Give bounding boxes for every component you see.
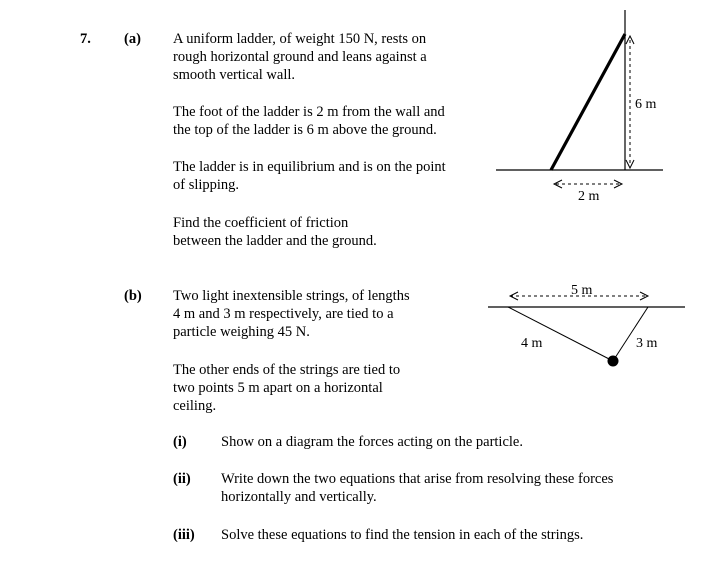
question-number: 7. (80, 31, 91, 47)
height-label: 6 m (635, 97, 657, 112)
text-line: The foot of the ladder is 2 m from the wall and (173, 104, 445, 120)
strings-diagram (488, 283, 685, 367)
text-line: Solve these equations to find the tension in each of the strings. (221, 527, 584, 543)
text-line: A uniform ladder, of weight 150 N, rests on (173, 31, 427, 47)
text-line: Find the coefficient of friction (173, 215, 349, 231)
text-line: The ladder is in equilibrium and is on the point (173, 159, 446, 175)
left-string-label: 4 m (521, 336, 543, 351)
ladder-diagram (496, 10, 663, 204)
span-label: 5 m (571, 283, 593, 298)
text-line: Two light inextensible strings, of lengths (173, 288, 410, 304)
subpart-i-label: (i) (173, 434, 187, 450)
base-label: 2 m (578, 189, 600, 204)
subpart-iii-label: (iii) (173, 527, 195, 543)
text-line: between the ladder and the ground. (173, 233, 377, 249)
subpart-ii-label: (ii) (173, 471, 191, 487)
text-line: two points 5 m apart on a horizontal (173, 380, 383, 396)
part-b-label: (b) (124, 288, 142, 304)
particle (608, 356, 619, 367)
text-line: the top of the ladder is 6 m above the ground. (173, 122, 437, 138)
ladder-line (551, 34, 625, 170)
text-line: Show on a diagram the forces acting on the particle. (221, 434, 523, 450)
text-line: smooth vertical wall. (173, 67, 296, 83)
text-line: of slipping. (173, 177, 240, 193)
text-line: ceiling. (173, 398, 217, 414)
text-line: particle weighing 45 N. (173, 324, 310, 340)
right-string (613, 307, 648, 361)
text-line: rough horizontal ground and leans against a (173, 49, 427, 65)
text-line: 4 m and 3 m respectively, are tied to a (173, 306, 394, 322)
right-string-label: 3 m (636, 336, 658, 351)
text-line: The other ends of the strings are tied to (173, 362, 401, 378)
text-line: horizontally and vertically. (221, 489, 377, 505)
text-line: Write down the two equations that arise from resolving these forces (221, 471, 614, 487)
left-string (508, 307, 613, 361)
part-a-label: (a) (124, 31, 141, 47)
